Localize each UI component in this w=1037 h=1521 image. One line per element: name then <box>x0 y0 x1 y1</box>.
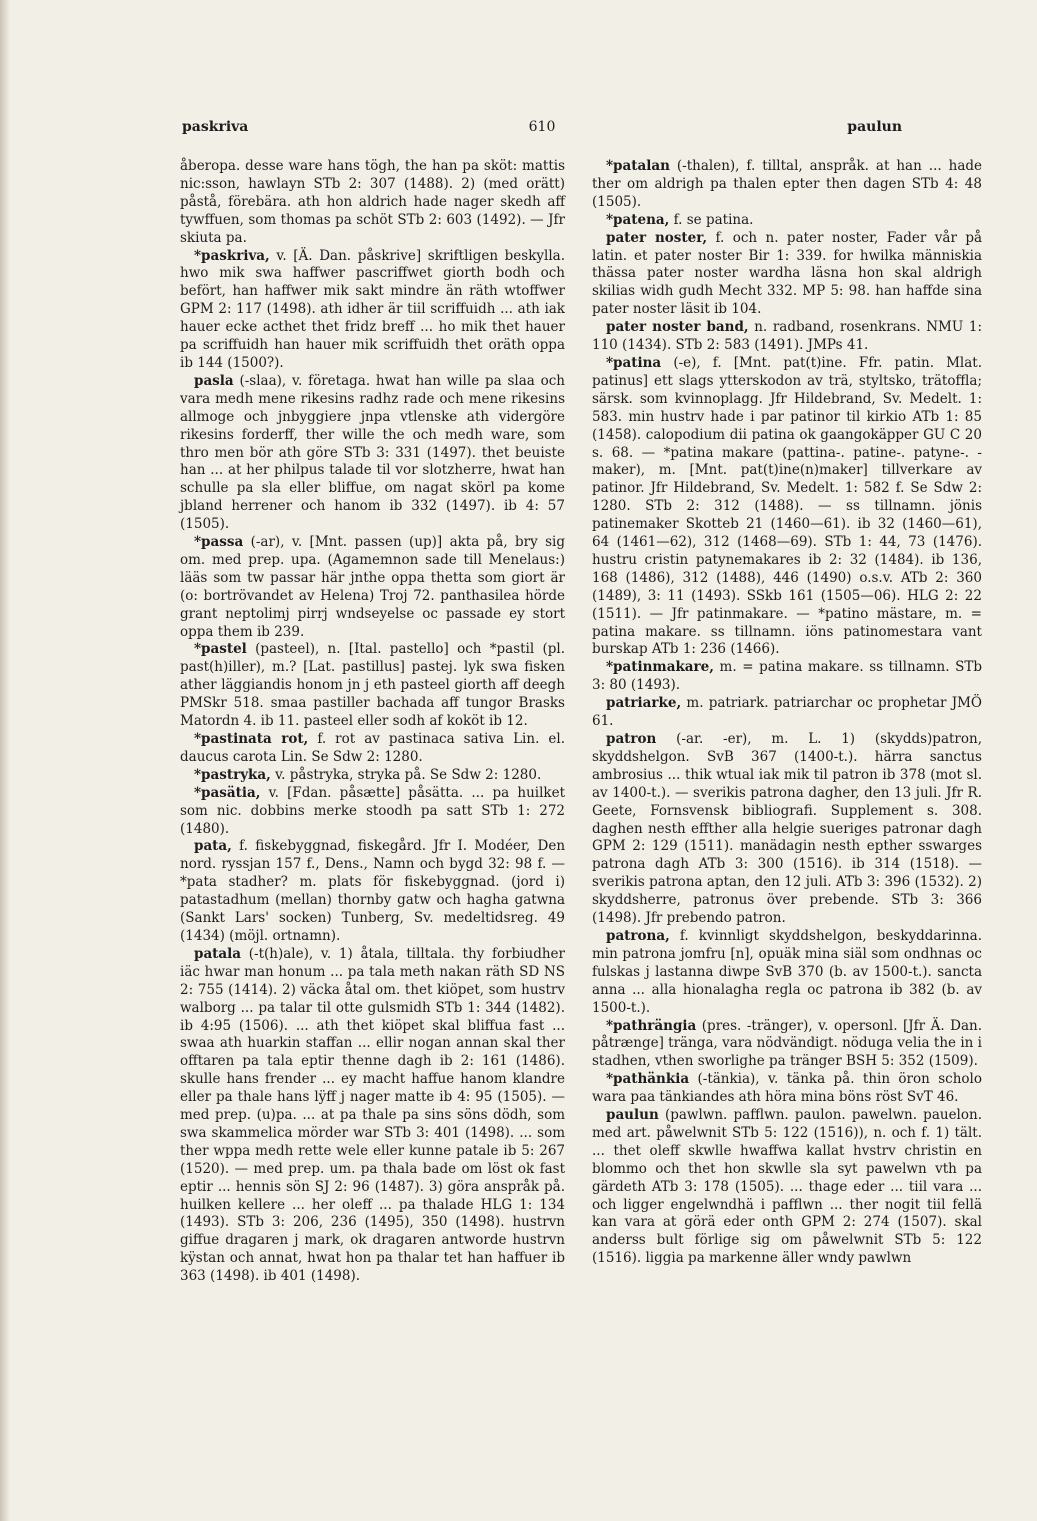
dictionary-entry: *pathrängia (pres. -tränger), v. opersonl. [Jfr Ä. Dan. påtrænge] tränga, vara nödvändigt. nöduga velia the in i stadhen, vthen sworlighe pa tränger BSH 5: 352 (1509). <box>592 1017 982 1070</box>
header-guide-word-right: paulun <box>847 119 902 135</box>
dictionary-entry: pater noster band, n. radband, rosenkrans. NMU 1: 110 (1434). STb 2: 583 (1491). JMPs 41. <box>592 319 982 354</box>
dictionary-entry: patrona, f. kvinnligt skyddshelgon, beskyddarinna. min patrona jomfru [n], opuäk mina siäl som ondhnas oc fulskas j lastanna diwpe SvB 370 (b. av 1500-t.). sancta anna ... alla hionalagha regla oc patrona ib 382 (b. av 1500-t.). <box>592 927 982 1016</box>
dictionary-entry: *pastryka, v. påstryka, stryka på. Se Sdw 2: 1280. <box>194 766 542 783</box>
headword: *pastinata rot, <box>194 731 309 747</box>
headword: *patinmakare, <box>606 659 714 676</box>
dictionary-entry: *patinmakare, m. = patina makare. ss tillnamn. STb 3: 80 (1493). <box>592 659 982 694</box>
dictionary-entry: *paskriva, v. [Ä. Dan. påskrive] skriftligen beskylla. hwo mik swa haffwer pascriffwet giorth bodh och befört, han haffwer mik sakt mindre än räth wtoffwer GPM 2: 117 (1498). ath idher är tiil scriffuidh ... ath iak hauer ecke acthet thet fridz breff ... ho mik thet hauer pa scriffuidh han hauer mik scriffuidh thet oräth oppa ib 144 (1500?). <box>180 247 565 371</box>
dictionary-entry: *pastinata rot, f. rot av pastinaca sativa Lin. el. daucus carota Lin. Se Sdw 2: 1280. <box>180 731 565 765</box>
page-edge <box>0 0 10 1521</box>
headword: patriarke, <box>606 695 682 712</box>
dictionary-entry: åberopa. desse ware hans tögh, the han pa sköt: mattis nic:sson, hawlayn STb 2: 307 (1488). 2) (med orätt) påstå, förebära. ath hon aldrich hade nager skedh aff tywffuen, som thomas pa schöt STb 2: 603 (1492). — Jfr skiuta pa. <box>180 158 565 246</box>
dictionary-entry: patron (-ar. -er), m. L. 1) (skydds)patron, skyddshelgon. SvB 367 (1400-t.). härra sanctus ambrosius ... thik wtual iak mik til patron ib 378 (mot sl. av 1400-t.). — sverikis patrona dagher, den 13 juli. Jfr R. Geete, Fornsvensk bibliografi. Supplement s. 308. daghen nesth effther alla helgie sueriges patronar dagh GPM 2: 129 (1511). manädagin nesth epther sswarges patrona dagh ATb 3: 300 (1516). ib 314 (1518). — sverikis patrona aptan, den 12 juli. ATb 3: 396 (1532). 2) skyddsherre, patronus över prebende. STb 3: 366 (1498). Jfr prebendo patron. <box>592 731 982 927</box>
headword: pater noster, <box>606 229 708 246</box>
headword: patrona, <box>606 927 670 944</box>
dictionary-entry: pater noster, f. och n. pater noster, Fader vår på latin. et pater noster Bir 1: 339. for hwilka människia thässa pater noster wardha läsna hon skal aldrigh skilias widh gudh Mecht 332. MP 5: 98. han haffde sina pater noster läsit ib 104. <box>592 229 983 318</box>
dictionary-entry: *patalan (-thalen), f. tilltal, anspråk. at han ... hade ther om aldrigh pa thalen epter then dagen STb 4: 48 (1505). <box>592 158 982 210</box>
dictionary-entry: *pasätia, v. [Fdan. påsætte] påsätta. ... pa huilket som nic. dobbins merke stoodh pa satt STb 1: 272 (1480). <box>180 784 565 837</box>
headword: *passa <box>194 534 244 551</box>
header-guide-word-left: paskriva <box>182 119 249 135</box>
headword: *patalan <box>606 158 670 174</box>
headword: patron <box>606 731 657 747</box>
left-column <box>180 158 565 1286</box>
dictionary-entry: *pastel (pasteel), n. [Ital. pastello] och *pastil (pl. past(h)iller), m.? [Lat. pastillus] pastej. lyk swa fisken ather läggiandis honom jn j eth pasteel giorth aff deegh PMSkr 518. smaa pastiller bachada aff tungor Brasks Matordn 4. ib 11. pasteel eller sodh af koköt ib 12. <box>180 641 565 730</box>
dictionary-entry: paulun (pawlwn. pafflwn. paulon. pawelwn. pauelon. med art. påwelwnit STb 5: 122 (1516)), n. och f. 1) tält. ... thet oleff skwlle hwaffwa kallat hvstrv christin en blommo och thet hon skwlle sla syt pawelwn vth pa gärdeth ATb 3: 178 (1505). ... thage eder ... tiil vara ... och ligger engelwndhä i pafflwn ... ther nogit tiil fellä kan vara at görä eder onth GPM 2: 274 (1507). skal anderss bult förlige sig om påwelwnit STb 5: 122 (1516). liggia pa markenne äller wndy pawlwn <box>592 1107 982 1267</box>
headword: *paskriva, <box>194 247 270 264</box>
headword: pater noster band, <box>606 319 749 336</box>
dictionary-entry: *patena, f. se patina. <box>606 211 754 228</box>
headword: patala <box>194 945 242 962</box>
dictionary-entry: pasla (-slaa), v. företaga. hwat han wille pa slaa och vara medh mene rikesins radhz rade och mene rikesins allmoge och jnbyggiere jnpa vtlenske ath vidergöre rikesins forderff, ther wille the och medh ware, som thro men bör ath göre STb 3: 331 (1497). thet beuiste han ... at her philpus talade til vor slotzherre, hwat han schulle pa sla eller bliffue, om nagat skörl pa kome jbland herrener och hanom ib 332 (1497). ib 4: 57 (1505). <box>180 372 565 533</box>
dictionary-entry: *passa (-ar), v. [Mnt. passen (up)] akta på, bry sig om. med prep. upa. (Agamemnon sade till Menelaus:) lääs som tw passar här jnthe oppa thetta som giort är (o: bortrövandet av Helena) Troj 72. panthasilea hörde grant neptolimj pirrj wndseyelse oc passade ey stort oppa them ib 239. <box>180 534 565 640</box>
headword: *patena, <box>606 211 670 228</box>
dictionary-entry: patala (-t(h)ale), v. 1) åtala, tilltala. thy forbiudher iäc hwar man honum ... pa tala meth nakan räth SD NS 2: 755 (1414). 2) väcka åtal om. thet kiöpet, som hustrv walborg ... pa talar til otte gulsmidh STb 1: 344 (1482). ib 4:95 (1506). ... ath thet kiöpet skal bliffua fast ... swaa ath huarkin staffan ... ellir nogan annan skal ther offtaren pa tala eptir thenne dagh ib 2: 161 (1486). skulle hans frender ... ey macht haffue hanom klandre eller pa thale hans lÿff j nager matte ib 4: 95 (1505). — med prep. (u)pa. ... at pa thale pa sins söns dödh, som swa skammelica mörder war STb 3: 401 (1498). ... som ther wppa medh rette wele eller kunne patale ib 5: 267 (1520). — med prep. um. pa thala bade om löst ok fast eptir ... hennis sön SJ 2: 96 (1487). 3) göra anspråk på. huilken kellere ... her oleff ... pa thalade HLG 1: 134 (1493). STb 3: 206, 236 (1495), 350 (1498). hustrvn giffue dragaren j mark, ok dragaren antworde hustrvn kÿstan och annat, hwat hon pa thalar tet han haffuer ib 363 (1498). ib 401 (1498). <box>180 945 566 1285</box>
headword: *pathrängia <box>606 1017 697 1034</box>
right-column <box>592 158 982 1268</box>
headword: *patina <box>606 354 662 371</box>
headword: *pasätia, <box>194 784 261 801</box>
headword: pasla <box>194 372 234 389</box>
dictionary-entry: pata, f. fiskebyggnad, fiskegård. Jfr I. Modéer, Den nord. ryssjan 157 f., Dens., Namn och bygd 32: 98 f. — *pata stadher? m. plats för fiskebyggnad. (jord i) patastadhum (mellan) thornby gatw och hagha gatwna (Sankt Lars' socken) Tunberg, Sv. medeltidsreg. 49 (1434) (möjl. ortnamn). <box>180 838 566 944</box>
headword: *pathänkia <box>606 1071 690 1088</box>
headword: *pastel <box>194 641 247 658</box>
headword: paulun <box>606 1107 659 1124</box>
headword: *pastryka, <box>194 766 271 783</box>
dictionary-entry: *pathänkia (-tänkia), v. tänka på. thin öron scholo wara paa tänkiandes ath höra mina böns röst SvT 46. <box>592 1071 982 1106</box>
page-header <box>182 119 902 139</box>
dictionary-entry: patriarke, m. patriark. patriarchar oc prophetar JMÖ 61. <box>592 695 982 730</box>
dictionary-entry: *patina (-e), f. [Mnt. pat(t)ine. Ffr. patin. Mlat. patinus] ett slags ytterskodon av trä, styltsko, trätoffla; särsk. som kvinnoplagg. Jfr Hildebrand, Sv. Medelt. 1: 583. min hustrv hade i par patinor til kirkio ATb 1: 85 (1458). calopodium dii patina ok gaangokäpper GU C 20 s. 68. — *patina makare (pattina-. patine-. patyne-. -maker), m. [Mnt. pat(t)ine(n)maker] tillverkare av patinor. Jfr Hildebrand, Sv. Medelt. 1: 582 f. Se Sdw 2: 1280. STb 2: 312 (1488). — ss tillnamn. jönis patinemaker Skotteb 21 (1460—61). ib 32 (1460—61), 64 (1461—62), 312 (1468—69). STb 1: 44, 73 (1476). hustru cristin patynemakares ib 2: 32 (1484). ib 136, 168 (1486), 312 (1488), 446 (1490) o.s.v. ATb 2: 360 (1489), 3: 11 (1493). SSkb 161 (1505—06). HLG 2: 22 (1511). — Jfr patinmakare. — *patino mästare, m. = patina makare. ss tillnamn. iöns patinomestara vant burskap ATb 1: 236 (1466). <box>592 354 983 658</box>
page-number: 610 <box>528 119 556 135</box>
headword: pata, <box>194 838 232 855</box>
